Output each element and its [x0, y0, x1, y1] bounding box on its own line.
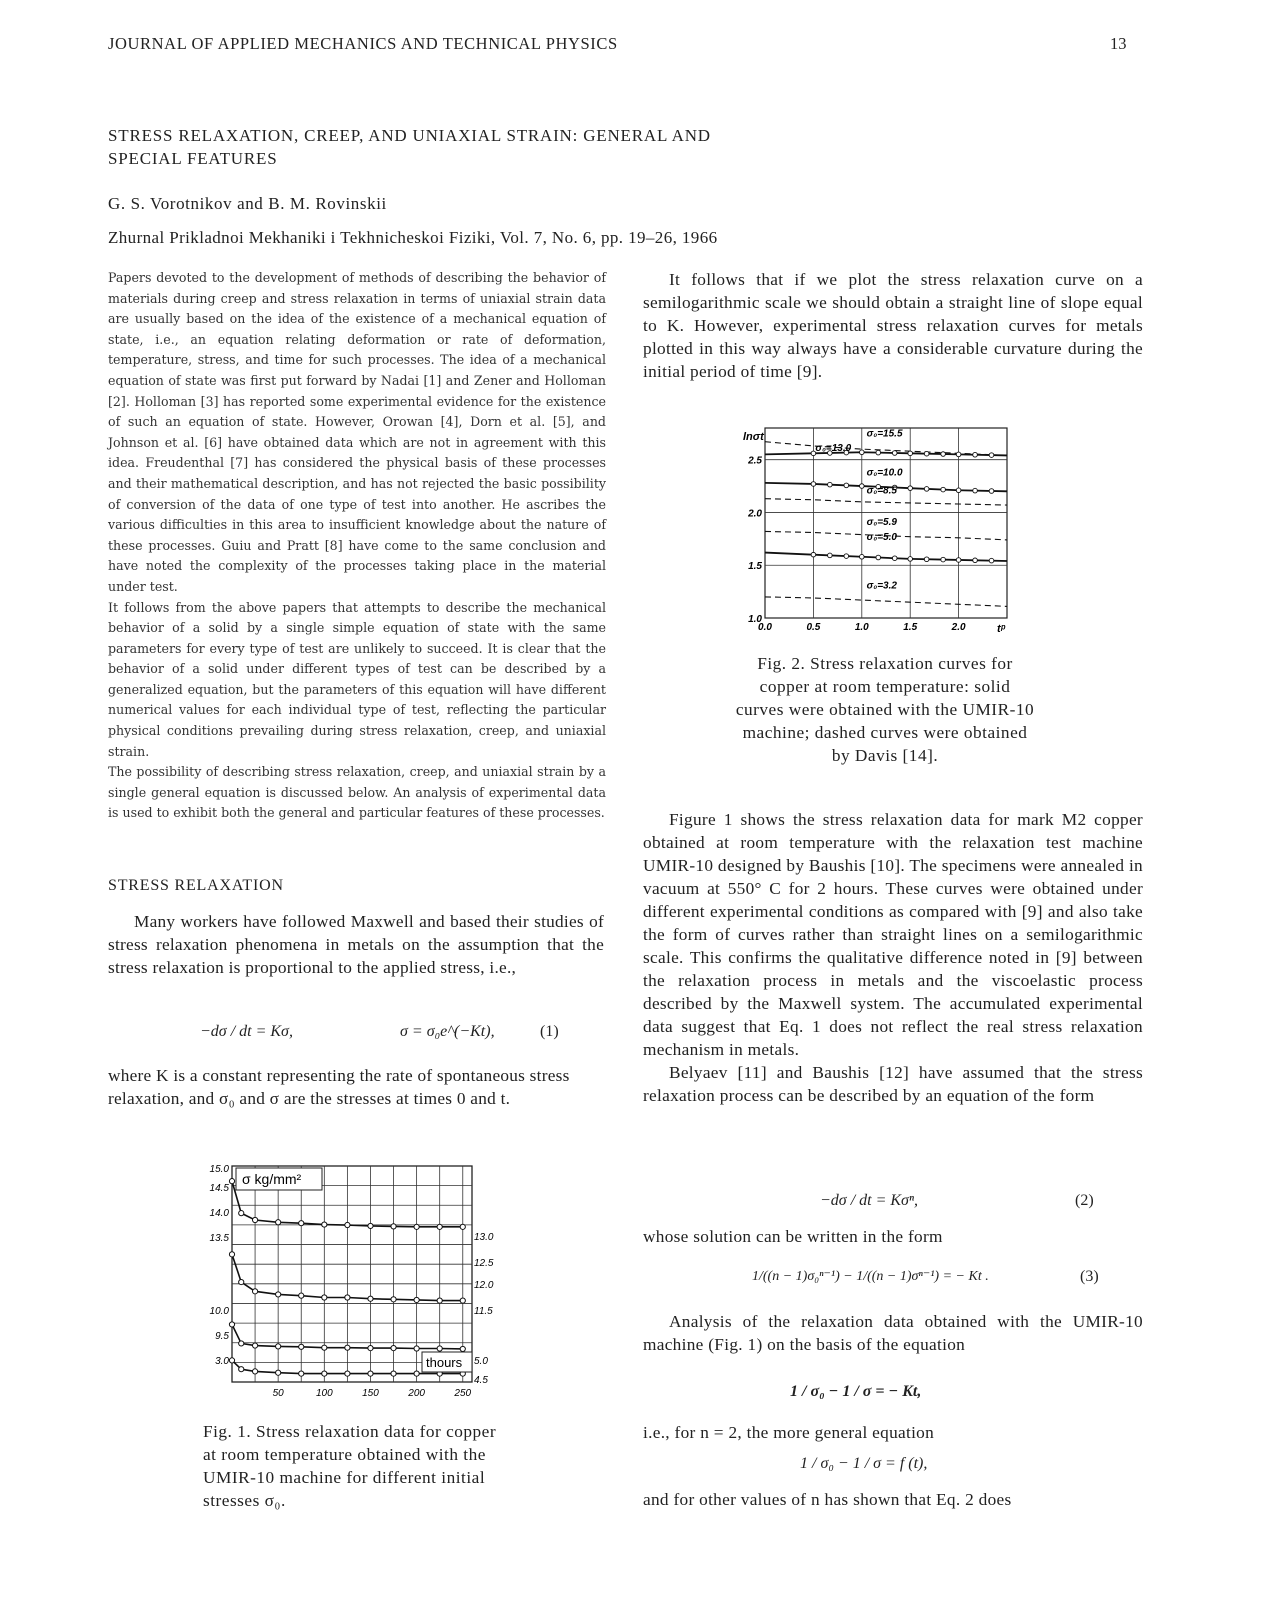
- figure-1-point: [229, 1358, 234, 1363]
- title-line-1: STRESS RELAXATION, CREEP, AND UNIAXIAL STRAIN: GENERAL AND: [108, 126, 711, 145]
- figure-2-ticks: [747, 428, 966, 633]
- figure-1-point: [460, 1224, 465, 1229]
- figure-1-point: [239, 1341, 244, 1346]
- figure-2-curve: [765, 553, 1007, 561]
- figure-2-xtick: 0.5: [806, 622, 821, 633]
- figure-2-point: [924, 451, 929, 456]
- figure-1-point: [252, 1369, 257, 1374]
- right-paragraph-3: Belyaev [11] and Baushis [12] have assumed that the stress relaxation process can be described by an equation of the form: [643, 1063, 1143, 1105]
- figure-1-point: [414, 1297, 419, 1302]
- figure-1-ytick-left: 14.0: [209, 1208, 229, 1219]
- figure-2-ylabel: lnσt: [743, 431, 764, 443]
- figure-2-point: [892, 451, 897, 456]
- figure-1-point: [252, 1217, 257, 1222]
- right-paragraph-1-text: It follows that if we plot the stress relaxation curve on a semilogarithmic scale we should obtain a straight line of slope equal to K. However, experimental stress relaxation curves for metals plotted in this way always have a considerable curvature during the initial period of time [9].: [643, 270, 1143, 381]
- equation-2-number: (2): [1075, 1192, 1094, 1209]
- figure-2-point: [892, 556, 897, 561]
- figure-1-point: [368, 1223, 373, 1228]
- figure-1-point: [345, 1371, 350, 1376]
- equation-5: 1 / σ₀ − 1 / σ = f (t),: [800, 1455, 928, 1472]
- figure-1-ytick-left: 9.5: [215, 1331, 229, 1342]
- figure-2-series-label: σ₀=5.0: [866, 531, 897, 543]
- figure-2-point: [860, 554, 865, 559]
- section-heading: STRESS RELAXATION: [108, 877, 284, 894]
- right-paragraph-4: whose solution can be written in the form: [643, 1227, 943, 1246]
- figure-1-chart: [200, 1160, 500, 1400]
- figure-1-point: [391, 1345, 396, 1350]
- right-paragraph-5-text: Analysis of the relaxation data obtained with the UMIR-10 machine (Fig. 1) on the basis of the equation: [643, 1312, 1143, 1354]
- right-paragraph-6: i.e., for n = 2, the more general equation: [643, 1423, 935, 1442]
- figure-2-point: [924, 557, 929, 562]
- figure-1-point: [345, 1345, 350, 1350]
- figure-2-series-label: σ₀=5.9: [866, 517, 897, 529]
- source-citation: Zhurnal Prikladnoi Mekhaniki i Tekhnicheskoi Fiziki, Vol. 7, No. 6, pp. 19–26, 1966: [108, 228, 718, 247]
- figure-2-xlabel: tᵖ: [997, 623, 1006, 635]
- figure-2-point: [860, 450, 865, 455]
- figure-1-xtick: 100: [315, 1388, 333, 1399]
- figure-1-frame: [232, 1166, 472, 1382]
- figure-1-xtick: 250: [454, 1388, 472, 1399]
- figure-2-xtick: 0.0: [758, 622, 772, 633]
- right-body-text: [643, 808, 1143, 1107]
- figure-1-xtick: 150: [362, 1388, 379, 1399]
- figure-1-point: [414, 1224, 419, 1229]
- figure-1-ytick-right: 12.0: [474, 1280, 494, 1291]
- abstract: [108, 268, 606, 824]
- left-paragraph-1: Many workers have followed Maxwell and based their studies of stress relaxation phenomena in metals on the assumption that the stress relaxation is proportional to the applied stress, i.e.,: [108, 912, 604, 977]
- figure-2-point: [908, 451, 913, 456]
- figure-1-point: [239, 1279, 244, 1284]
- figure-2-point: [908, 557, 913, 562]
- figure-2-point: [941, 487, 946, 492]
- figure-2-point: [844, 483, 849, 488]
- equation-2: −dσ / dt = Kσⁿ,: [820, 1192, 918, 1209]
- figure-1-ytick-left: 14.5: [209, 1183, 229, 1194]
- figure-2-caption: Fig. 2. Stress relaxation curves for copper at room temperature: solid curves were obtained with the UMIR-10 machine; dashed curves were obtained by Davis [14].: [735, 654, 1035, 765]
- figure-1-point: [368, 1345, 373, 1350]
- figure-2-point: [973, 488, 978, 493]
- figure-2-ytick: 1.0: [748, 614, 762, 625]
- figure-1-point: [345, 1295, 350, 1300]
- right-paragraph-1: [643, 268, 1143, 383]
- figure-1-point: [276, 1344, 281, 1349]
- figure-1-ytick-right: 12.5: [474, 1258, 494, 1269]
- figure-2-point: [811, 552, 816, 557]
- equation-3: 1/((n − 1)σ₀ⁿ⁻¹) − 1/((n − 1)σⁿ⁻¹) = − Kt .: [752, 1269, 989, 1284]
- figure-1-point: [437, 1224, 442, 1229]
- figure-1-point: [299, 1221, 304, 1226]
- figure-2-ytick: 2.5: [748, 455, 762, 467]
- abstract-paragraph-1: Papers devoted to the development of methods of describing the behavior of materials during creep and stress relaxation in terms of uniaxial strain data are usually based on the idea of the existence of a mechanical equation of state, i.e., an equation relating deformation or rate of deformation, temperature, stress, and time for such processes. The idea of a mechanical equation of state was first put forward by Nadai [1] and Zener and Holloman [2]. Holloman [3] has reported some experimental evidence for the existence of such an equation of state. However, Orowan [4], Dorn et al. [5], and Johnson et al. [6] have obtained data which are not in agreement with this idea. Freudenthal [7] has considered the physical basis of these processes and their mathematical description, and has not rejected the basic possibility of conversion of the data of one type of test into another. He ascribes the various difficulties in this area to insufficient knowledge about the nature of these processes. Guiu and Pratt [8] have come to the same conclusion and have noted the complexity of the processes taking place in the material under test.: [108, 270, 606, 594]
- figure-1-point: [460, 1346, 465, 1351]
- figure-1-point: [368, 1296, 373, 1301]
- figure-2-point: [924, 487, 929, 492]
- equation-1-number: (1): [540, 1023, 559, 1040]
- figure-1-point: [299, 1344, 304, 1349]
- figure-2-ytick: 2.0: [748, 508, 762, 520]
- figure-2-point: [989, 558, 994, 563]
- figure-2-xtick: 1.0: [854, 622, 869, 633]
- figure-2-curve: [765, 452, 1007, 455]
- figure-1-ylabel: σ kg/mm²: [242, 1171, 302, 1187]
- equation-4: 1 / σ₀ − 1 / σ = − Kt,: [790, 1383, 922, 1400]
- figure-1-ytick-right: 13.0: [474, 1232, 494, 1243]
- figure-1-point: [239, 1367, 244, 1372]
- title-line-2: SPECIAL FEATURES: [108, 149, 278, 168]
- figure-2-point: [908, 486, 913, 491]
- figure-1-point: [299, 1293, 304, 1298]
- figure-1-point: [239, 1211, 244, 1216]
- figure-2-point: [973, 558, 978, 563]
- figure-2-point: [989, 453, 994, 458]
- figure-1-xtick: 50: [272, 1388, 284, 1399]
- right-paragraph-2: Figure 1 shows the stress relaxation data for mark M2 copper obtained at room temperature with the relaxation test machine UMIR-10 designed by Baushis [10]. The specimens were annealed in vacuum at 550° C for 2 hours. These curves were obtained under different experimental conditions as compared with [9] and also take the form of curves rather than straight lines on a semilogarithmic scale. This confirms the qualitative difference noted in [9] between the relaxation process in metals and the viscoelastic process described by the Maxwell system. The accumulated experimental data suggest that Eq. 1 does not reflect the real stress relaxation mechanism in metals.: [643, 810, 1143, 1059]
- figure-1-point: [229, 1179, 234, 1184]
- figure-2-series-label: σ₀=3.2: [866, 580, 897, 592]
- figure-2-curve: [765, 597, 1007, 607]
- figure-2-point: [989, 489, 994, 494]
- figure-2-xtick: 2.0: [951, 622, 966, 633]
- page-number: 13: [1110, 34, 1127, 53]
- figure-2-point: [828, 553, 833, 558]
- left-body-text: [108, 910, 604, 979]
- running-header: JOURNAL OF APPLIED MECHANICS AND TECHNICAL PHYSICS: [108, 34, 618, 53]
- figure-2-point: [828, 482, 833, 487]
- figure-1-point: [414, 1346, 419, 1351]
- equation-1-part-b: σ = σ₀e^(−Kt),: [400, 1023, 495, 1040]
- figure-1-point: [276, 1292, 281, 1297]
- figure-1-point: [229, 1252, 234, 1257]
- figure-1-ytick-left: 15.0: [209, 1164, 229, 1175]
- figure-2-point: [876, 555, 881, 560]
- left-paragraph-2: where K is a constant representing the rate of spontaneous stress relaxation, and σ₀ and σ are the stresses at times 0 and t.: [108, 1066, 570, 1108]
- figure-1-xtick: 200: [408, 1388, 425, 1399]
- equation-1-part-a: −dσ / dt = Kσ,: [200, 1023, 293, 1040]
- figure-2-series-label: σ₀=13.0: [815, 443, 852, 455]
- figure-1-ytick-right: 4.5: [474, 1375, 488, 1386]
- abstract-paragraph-3: The possibility of describing stress relaxation, creep, and uniaxial strain by a single general equation is discussed below. An analysis of experimental data is used to exhibit both the general and particular features of these processes.: [108, 764, 606, 821]
- figure-1-point: [252, 1289, 257, 1294]
- figure-2-series-label: σ₀=8.5: [866, 485, 897, 497]
- figure-1-ytick-left: 3.0: [215, 1356, 229, 1367]
- article-title: [108, 124, 868, 170]
- figure-1-point: [276, 1220, 281, 1225]
- figure-2-series-label: σ₀=15.5: [866, 428, 903, 440]
- figure-1-ytick-left: 13.5: [209, 1233, 229, 1244]
- figure-1-point: [252, 1343, 257, 1348]
- figure-1-point: [391, 1224, 396, 1229]
- figure-1-point: [437, 1298, 442, 1303]
- figure-1-ytick-left: 10.0: [209, 1306, 229, 1317]
- authors: G. S. Vorotnikov and B. M. Rovinskii: [108, 194, 387, 213]
- figure-2-ytick: 1.5: [748, 561, 762, 573]
- figure-1-point: [322, 1345, 327, 1350]
- figure-2-point: [956, 488, 961, 493]
- figure-1-caption: Fig. 1. Stress relaxation data for copper at room temperature obtained with the UMIR-10 machine for different initial stresses σ₀.: [203, 1422, 497, 1510]
- right-paragraph-7: and for other values of n has shown that Eq. 2 does: [643, 1490, 1012, 1509]
- figure-1-ytick-right: 11.5: [474, 1306, 493, 1317]
- figure-2-xtick: 1.5: [903, 622, 918, 633]
- figure-1-point: [276, 1370, 281, 1375]
- figure-2-point: [811, 482, 816, 487]
- figure-1-point: [414, 1371, 419, 1376]
- figure-1-point: [299, 1371, 304, 1376]
- figure-2-point: [956, 452, 961, 457]
- right-paragraph-5: [643, 1310, 1143, 1356]
- figure-1-point: [437, 1346, 442, 1351]
- figure-1-point: [368, 1371, 373, 1376]
- figure-1-grid: [232, 1166, 472, 1382]
- figure-2-point: [876, 450, 881, 455]
- figure-1-point: [229, 1322, 234, 1327]
- figure-2-point: [956, 558, 961, 563]
- figure-1-point: [460, 1298, 465, 1303]
- figure-1-point: [391, 1371, 396, 1376]
- figure-2-point: [941, 557, 946, 562]
- figure-2-series-label: σ₀=10.0: [866, 467, 903, 479]
- figure-1-point: [391, 1297, 396, 1302]
- figure-1-point: [322, 1295, 327, 1300]
- figure-2-point: [941, 452, 946, 457]
- abstract-paragraph-2: It follows from the above papers that attempts to describe the mechanical behavior of a solid by a single simple equation of state with the same parameters for every type of test are unlikely to succeed. It is clear that the behavior of a solid under different types of test can be described by a generalized equation, but the parameters of this equation will have different numerical values for each individual type of test, reflecting the particular physical conditions prevailing during stress relaxation, creep, and uniaxial strain.: [108, 599, 606, 759]
- figure-2-point: [973, 452, 978, 457]
- figure-1-point: [322, 1371, 327, 1376]
- equation-3-number: (3): [1080, 1268, 1099, 1285]
- figure-2-curve: [765, 499, 1007, 505]
- figure-1-point: [322, 1222, 327, 1227]
- figure-1-xlabel: thours: [426, 1355, 463, 1370]
- figure-1-ytick-right: 5.0: [474, 1356, 488, 1367]
- figure-1-point: [345, 1222, 350, 1227]
- figure-2-chart: [735, 422, 1025, 642]
- figure-2-point: [844, 554, 849, 559]
- figure-2-point: [860, 484, 865, 489]
